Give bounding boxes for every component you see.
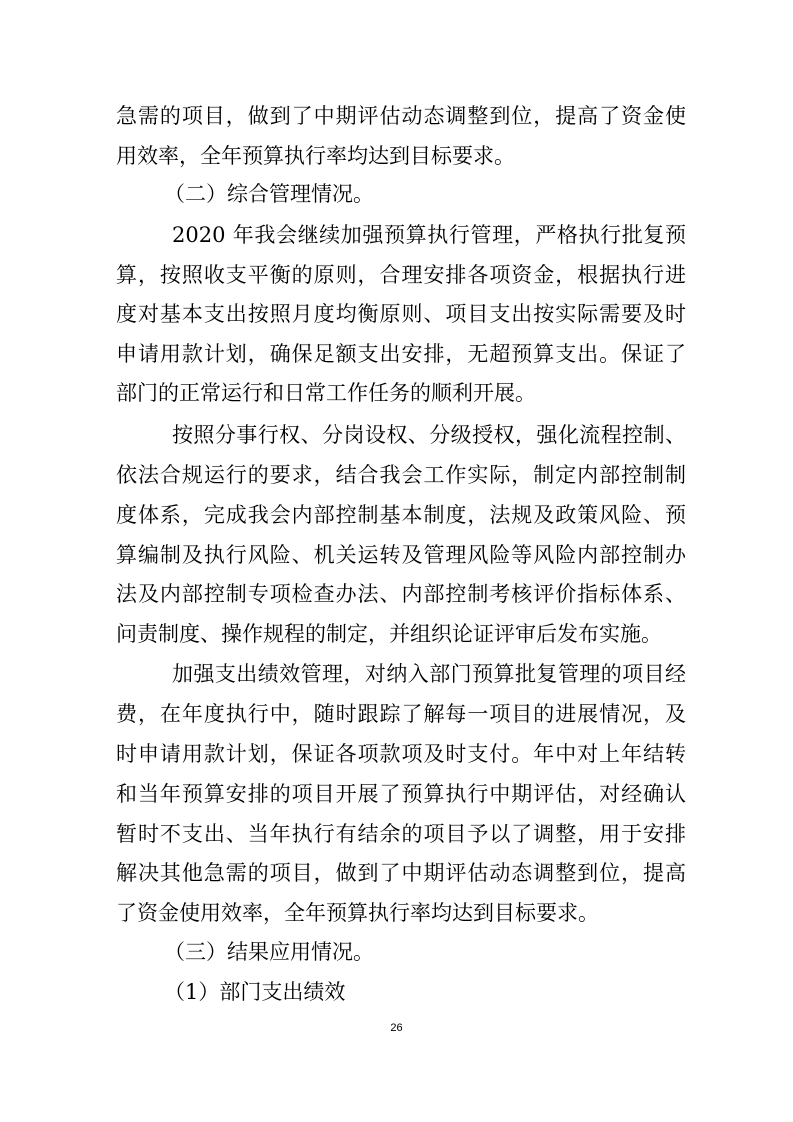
- text-line-10: 依法合规运行的要求，结合我会工作实际，制定内部控制制: [116, 463, 686, 487]
- text-line-12: 算编制及执行风险、机关运转及管理风险等风险内部控制办: [116, 543, 686, 567]
- text-line-18: 和当年预算安排的项目开展了预算执行中期评估，对经确认: [116, 782, 686, 806]
- text-line-2: 用效率，全年预算执行率均达到目标要求。: [116, 144, 515, 168]
- text-line-8: 部门的正常运行和日常工作任务的顺利开展。: [116, 381, 536, 405]
- section-heading-2: （二）综合管理情况。: [164, 182, 374, 206]
- text-line-16: 费，在年度执行中，随时跟踪了解每一项目的进展情况，及: [116, 702, 686, 726]
- text-line-6: 度对基本支出按照月度均衡原则、项目支出按实际需要及时: [116, 302, 686, 326]
- text-line-19: 暂时不支出、当年执行有结余的项目予以了调整，用于安排: [116, 822, 686, 846]
- text-line-7: 申请用款计划，确保足额支出安排，无超预算支出。保证了: [116, 342, 686, 366]
- text-line-4: 2020 年我会继续加强预算执行管理，严格执行批复预: [172, 223, 686, 247]
- page-number: 26: [390, 1022, 403, 1034]
- text-line-1: 急需的项目，做到了中期评估动态调整到位，提高了资金使: [116, 104, 686, 128]
- text-line-14: 问责制度、操作规程的制定，并组织论证评审后发布实施。: [116, 622, 662, 646]
- text-line-20: 解决其他急需的项目，做到了中期评估动态调整到位，提高: [116, 861, 686, 885]
- text-line-9: 按照分事行权、分岗设权、分级授权，强化流程控制、: [172, 423, 686, 447]
- text-line-11: 度体系，完成我会内部控制基本制度，法规及政策风险、预: [116, 503, 686, 527]
- section-heading-3: （三）结果应用情况。: [164, 940, 374, 964]
- text-line-21: 了资金使用效率，全年预算执行率均达到目标要求。: [116, 901, 599, 925]
- text-line-15: 加强支出绩效管理，对纳入部门预算批复管理的项目经: [172, 662, 686, 686]
- text-line-17: 时申请用款计划，保证各项款项及时支付。年中对上年结转: [116, 742, 686, 766]
- text-line-13: 法及内部控制专项检查办法、内部控制考核评价指标体系、: [116, 582, 686, 606]
- subsection-heading-1: （1）部门支出绩效: [164, 980, 346, 1004]
- text-line-5: 算，按照收支平衡的原则，合理安排各项资金，根据执行进: [116, 263, 686, 287]
